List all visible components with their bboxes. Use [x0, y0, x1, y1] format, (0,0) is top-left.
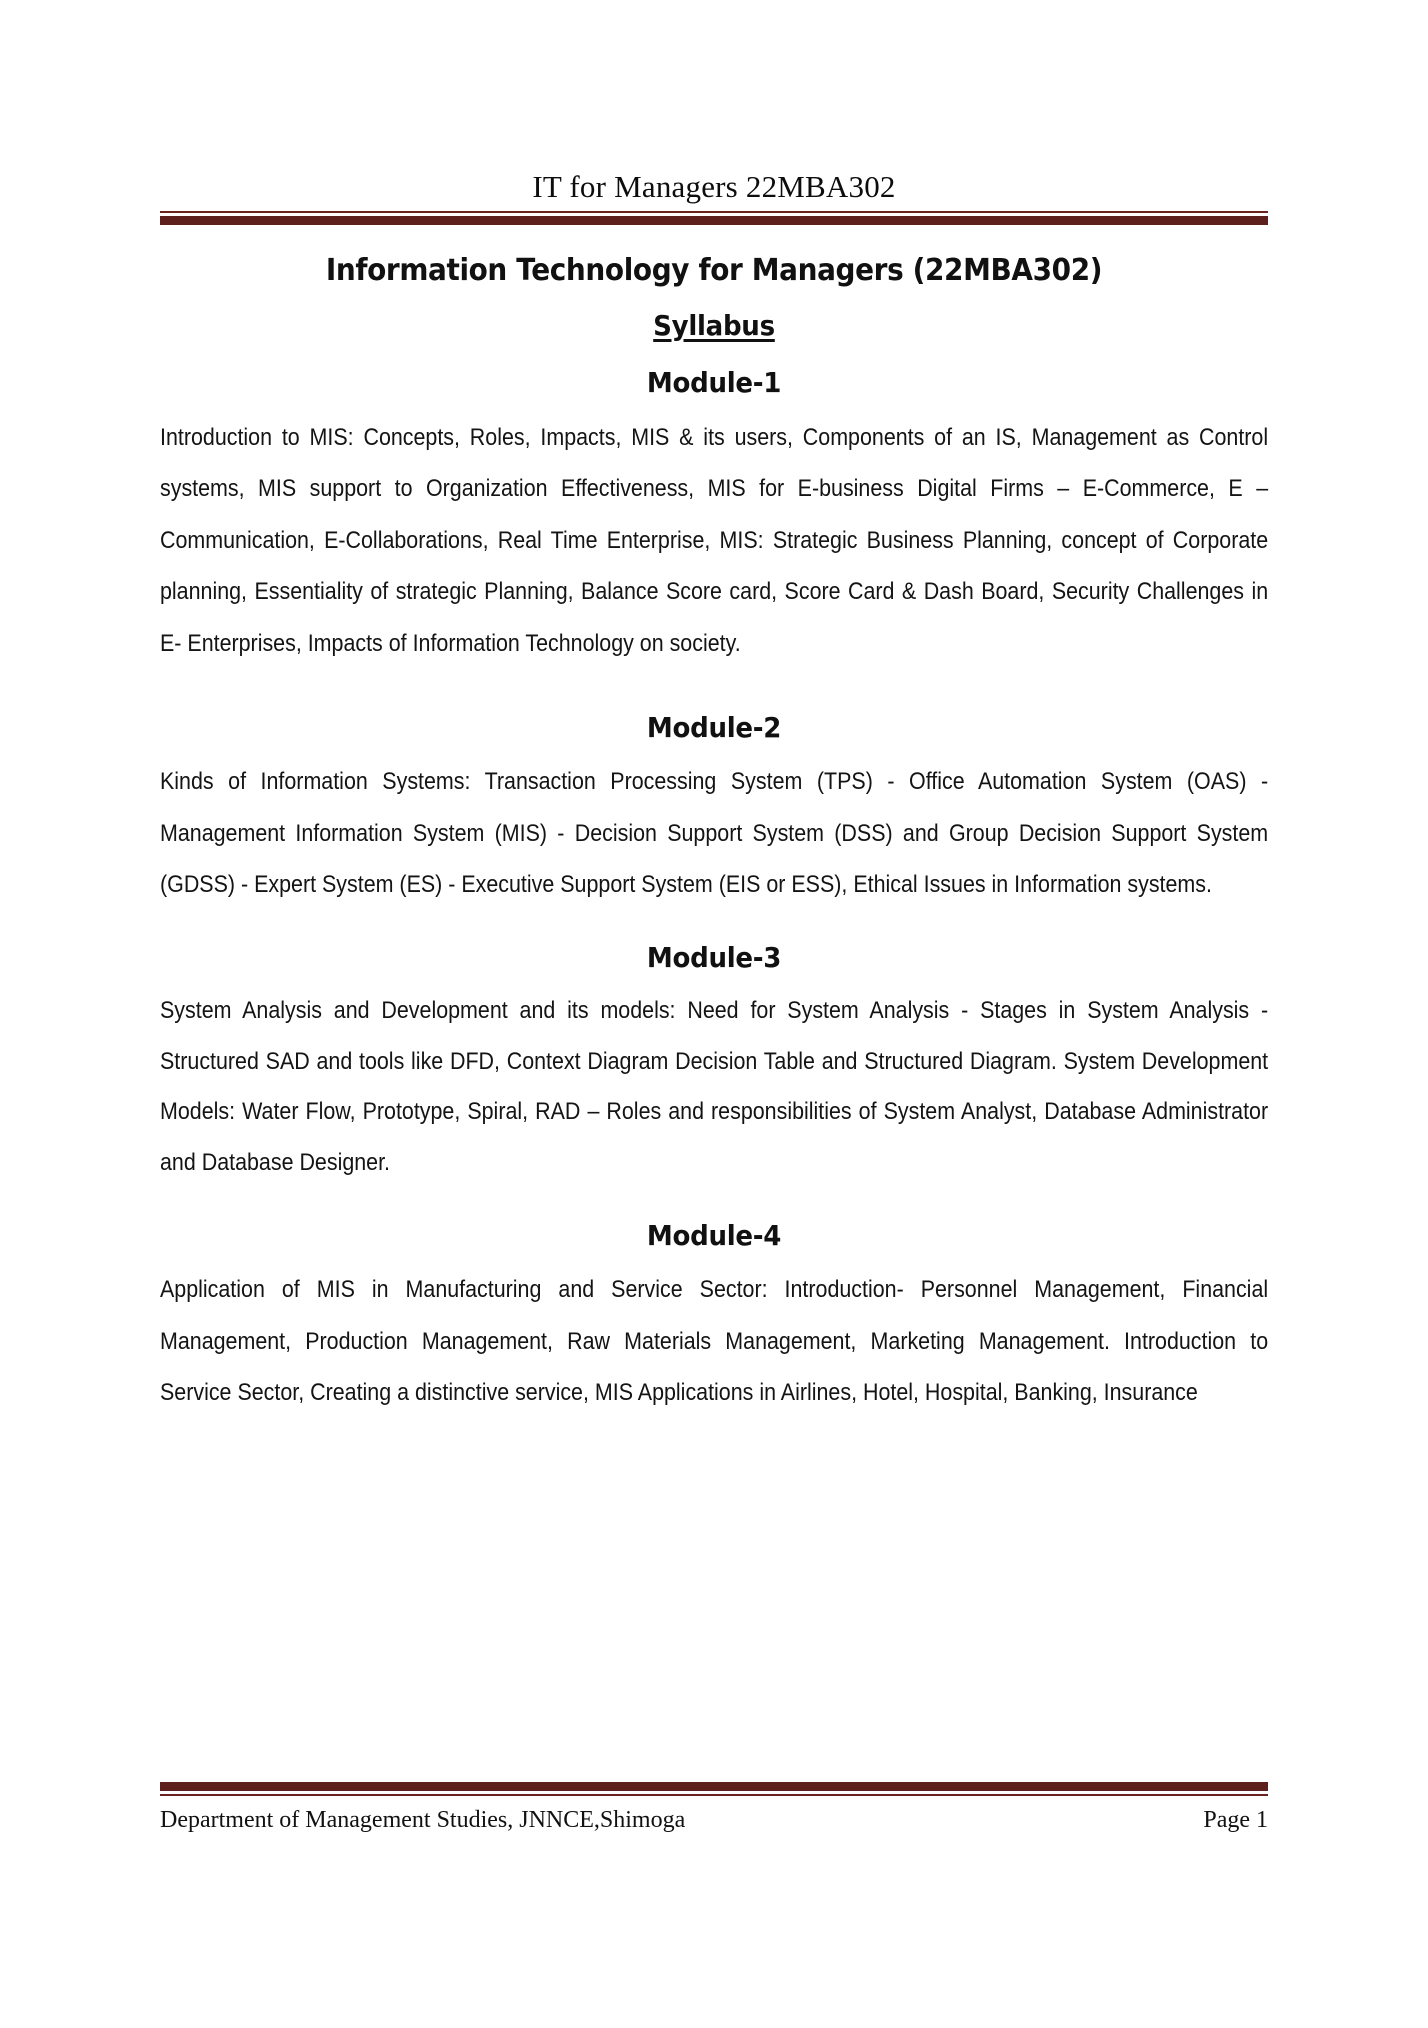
module-1-heading [199, 354, 1229, 411]
footer-rule [160, 1782, 1268, 1796]
module-1-spacer [160, 669, 1268, 699]
module-1-text: Introduction to MIS: Concepts, Roles, Impacts, MIS & its users, Components of an IS, Management as Control systems, MIS support to Organization Effectiveness, MIS for E-business Digital Firms – E-Commerce, E – Communication, E-Collaborations, Real Time Enterprise, MIS: Strategic Business Planning, concept of Corporate planning, Essentiality of strategic Planning, Balance Score card, Score Card & Dash Board, Security Challenges in E- Enterprises, Impacts of Information Technology on society. [160, 423, 1269, 657]
module-3-heading [199, 929, 1229, 986]
module-4-heading [199, 1207, 1229, 1264]
footer-department-text: Department of Management Studies, JNNCE,Shimoga [160, 1807, 686, 1833]
module-3-text: System Analysis and Development and its models: Need for System Analysis - Stages in System Analysis - Structured SAD and tools like DFD, Context Diagram Decision Table and Structured Diagram. System Development Models: Water Flow, Prototype, Spiral, RAD – Roles and responsibilities of System Analyst, Database Administrator and Database Designer. [160, 997, 1269, 1177]
footer-page-number: Page 1 [1203, 1807, 1268, 1833]
module-2-heading-text: Module-2 [646, 710, 782, 744]
module-4-text: Application of MIS in Manufacturing and Service Sector: Introduction- Personnel Management, Financial Management, Production Management, Raw Materials Management, Marketing Management. Introduction to Service Sector, Creating a distinctive service, MIS Applications in Airlines, Hotel, Hospital, Banking, Insurance [160, 1276, 1269, 1407]
page-footer [160, 1782, 1268, 1834]
syllabus-heading [199, 297, 1229, 354]
module-2-text: Kinds of Information Systems: Transaction Processing System (TPS) - Office Automation System (OAS) - Management Information System (MIS) - Decision Support System (DSS) and Group Decision Support System (GDSS) - Expert System (ES) - Executive Support System (EIS or ESS), Ethical Issues in Information systems. [160, 768, 1269, 899]
page-header [160, 170, 1268, 225]
footer-rule-thin-line [160, 1794, 1268, 1796]
module-1-heading-text: Module-1 [646, 366, 782, 400]
header-rule-thin-line [160, 211, 1268, 213]
module-3-spacer [160, 1189, 1268, 1207]
module-2-heading [199, 699, 1229, 756]
document-title: Information Technology for Managers (22MBA302) [325, 253, 1103, 288]
header-title: IT for Managers 22MBA302 [532, 169, 896, 204]
header-rule [160, 211, 1268, 225]
module-4-heading-text: Module-4 [646, 1218, 782, 1252]
footer-rule-thick-line [160, 1782, 1268, 1791]
page-body [160, 248, 1268, 1419]
module-2-spacer [160, 911, 1268, 929]
module-3-heading-text: Module-3 [646, 940, 782, 974]
footer-row [160, 1796, 1268, 1834]
page-content-frame [160, 0, 1268, 2028]
syllabus-heading-text: Syllabus [653, 309, 775, 342]
header-rule-thick-line [160, 216, 1268, 225]
